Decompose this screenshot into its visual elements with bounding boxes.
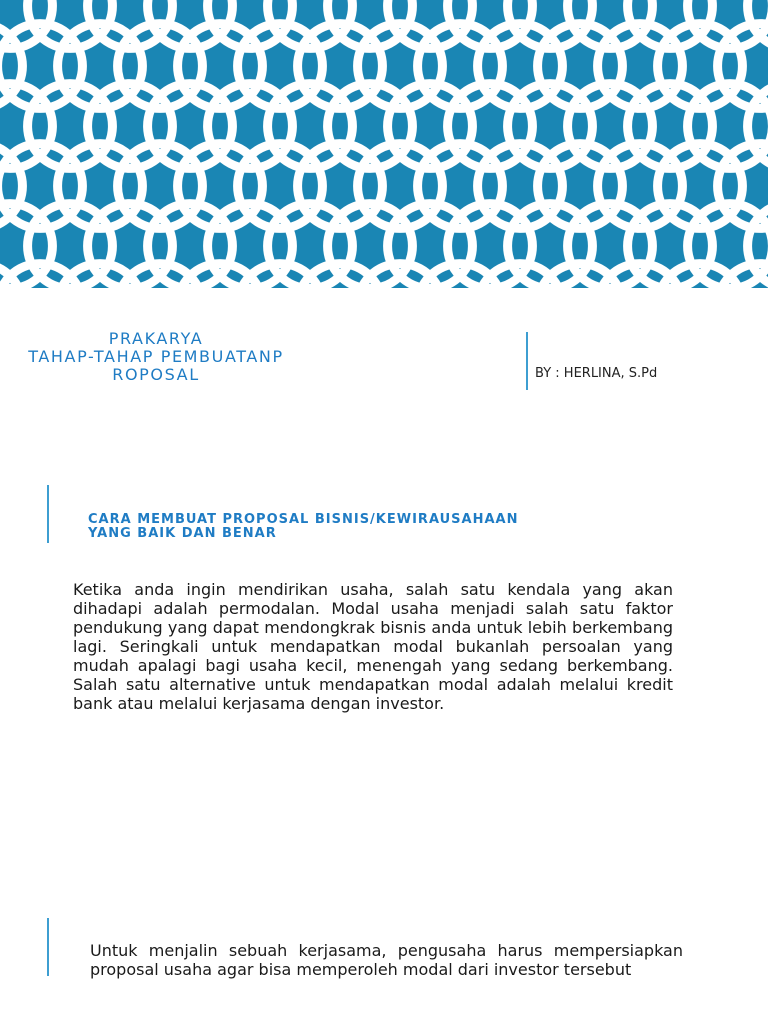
slide-title: [0, 330, 312, 384]
section-heading: [88, 513, 608, 541]
section-heading-line-2: YANG BAIK DAN BENAR: [88, 526, 277, 541]
pattern-banner: [0, 0, 768, 288]
interlocking-circles-pattern-icon: [0, 0, 768, 288]
body-paragraph-2: Untuk menjalin sebuah kerjasama, pengusaha harus mempersiapkan proposal usaha agar bisa memperoleh modal dari investor tersebut: [90, 941, 683, 979]
section-heading-line-1: CARA MEMBUAT PROPOSAL BISNIS/KEWIRAUSAHAAN: [88, 512, 519, 527]
section-divider-2: [47, 918, 49, 976]
section-divider: [47, 485, 49, 543]
body-paragraph: Ketika anda ingin mendirikan usaha, salah satu kendala yang akan dihadapi adalah permodalan. Modal usaha menjadi salah satu faktor pendukung yang dapat mendongkrak bisnis anda untuk lebih berkembang lagi. Seringkali untuk mendapatkan modal bukanlah persoalan yang mudah apalagi bagi usaha kecil, menengah yang sedang berkembang. Salah satu alternative untuk mendapatkan modal adalah melalui kredit bank atau melalui kerjasama dengan investor.: [73, 580, 673, 713]
title-line-3: ROPOSAL: [112, 365, 200, 384]
title-divider: [526, 332, 528, 390]
author-byline: BY : HERLINA, S.Pd: [535, 366, 658, 381]
title-line-2: TAHAP-TAHAP PEMBUATANP: [28, 347, 284, 366]
title-line-1: PRAKARYA: [108, 329, 204, 348]
